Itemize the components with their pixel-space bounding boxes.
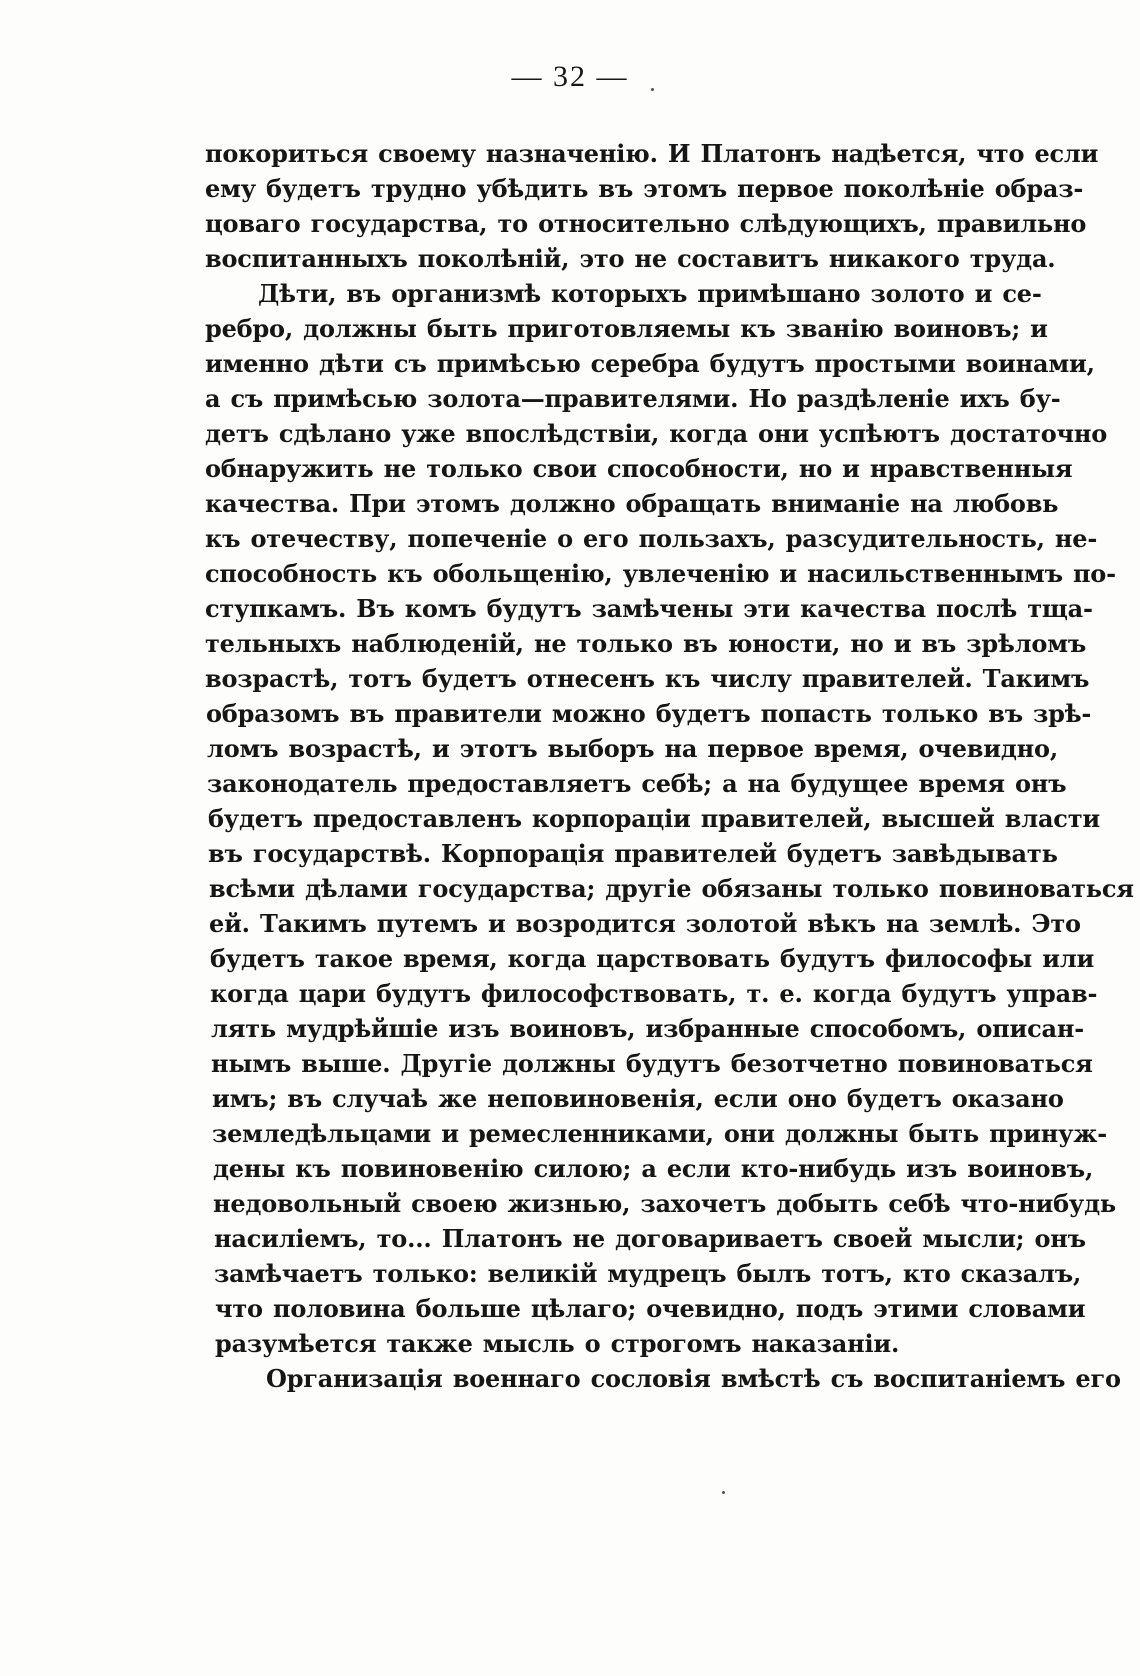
text-line: что половина больше цѣлаго; очевидно, подъ этими словами (215, 1294, 1086, 1323)
text-line: нымъ выше. Другіе должны будутъ безотчетно повиноваться (211, 1049, 1093, 1078)
text-line: ребро, должны быть приготовляемы къ званію воиновъ; и (205, 314, 1048, 343)
text-line: детъ сдѣлано уже впослѣдствіи, когда они успѣютъ достаточно (205, 419, 1108, 448)
text-line: обнаружить не только свои способности, но и нравственныя (205, 454, 1073, 483)
text-line: покориться своему назначенію. И Платонъ надѣется, что если (205, 139, 1099, 168)
text-line: Дѣти, въ организмѣ которыхъ примѣшано золото и се- (258, 279, 1042, 308)
text-line: будетъ такое время, когда царствовать будутъ философы или (210, 944, 1095, 973)
text-line: образомъ въ правители можно будетъ попасть только въ зрѣ- (206, 699, 1092, 728)
text-line: воспитанныхъ поколѣній, это не составитъ никакого труда. (205, 244, 1056, 273)
text-line: ступкамъ. Въ комъ будутъ замѣчены эти качества послѣ тща- (205, 594, 1093, 623)
text-line: ломъ возрастѣ, и этотъ выборъ на первое время, очевидно, (207, 734, 1058, 763)
text-line: въ государствѣ. Корпорація правителей будетъ завѣдывать (208, 839, 1058, 868)
text-line: цоваго государства, то относительно слѣдующихъ, правильно (205, 209, 1087, 238)
text-line: ей. Такимъ путемъ и возродится золотой вѣкъ на землѣ. Это (209, 909, 1081, 938)
text-line: законодатель предоставляетъ себѣ; а на будущее время онъ (207, 769, 1067, 798)
text-line: разумѣется также мысль о строгомъ наказаніи. (215, 1329, 900, 1358)
text-line: тельныхъ наблюденій, не только въ юности, но и въ зрѣломъ (205, 629, 1087, 658)
print-speck (722, 1491, 725, 1494)
text-line: лять мудрѣйшіе изъ воиновъ, избранные способомъ, описан- (211, 1014, 1085, 1043)
text-line: а съ примѣсью золота—правителями. Но раздѣленіе ихъ бу- (205, 384, 1061, 413)
text-line: возрастѣ, тотъ будетъ отнесенъ къ числу правителей. Такимъ (205, 664, 1090, 693)
text-line: качества. При этомъ должно обращать вниманіе на любовь (205, 489, 1059, 518)
text-line: способность къ обольщенію, увлеченію и насильственнымъ по- (205, 559, 1116, 588)
text-line: къ отечеству, попеченіе о его пользахъ, разсудительность, не- (205, 524, 1098, 553)
page-number: — 32 — (511, 60, 629, 93)
text-line: всѣми дѣлами государства; другіе обязаны только повиноваться (209, 874, 1134, 903)
text-line: будетъ предоставленъ корпораціи правителей, высшей власти (208, 804, 1100, 833)
text-line: Организація военнаго сословія вмѣстѣ съ воспитаніемъ его (266, 1364, 1121, 1393)
text-line: дены къ повиновенію силою; а если кто-нибудь изъ воиновъ, (213, 1154, 1094, 1183)
text-line: земледѣльцами и ремесленниками, они должны быть принуж- (212, 1119, 1108, 1148)
text-line: недовольный своею жизнью, захочетъ добыть себѣ что-нибудь (213, 1189, 1116, 1218)
text-line: ему будетъ трудно убѣдить въ этомъ первое поколѣніе образ- (205, 174, 1084, 203)
text-line: именно дѣти съ примѣсью серебра будутъ простыми воинами, (205, 349, 1095, 378)
text-line: когда цари будутъ философствовать, т. е. когда будутъ управ- (210, 979, 1098, 1008)
text-line: замѣчаетъ только: великій мудрецъ былъ тотъ, кто сказалъ, (214, 1259, 1082, 1288)
print-speck (651, 88, 654, 91)
text-line: имъ; въ случаѣ же неповиновенія, если оно будетъ оказано (212, 1084, 1064, 1113)
text-line: насиліемъ, то... Платонъ не договариваетъ своей мысли; онъ (214, 1224, 1086, 1253)
